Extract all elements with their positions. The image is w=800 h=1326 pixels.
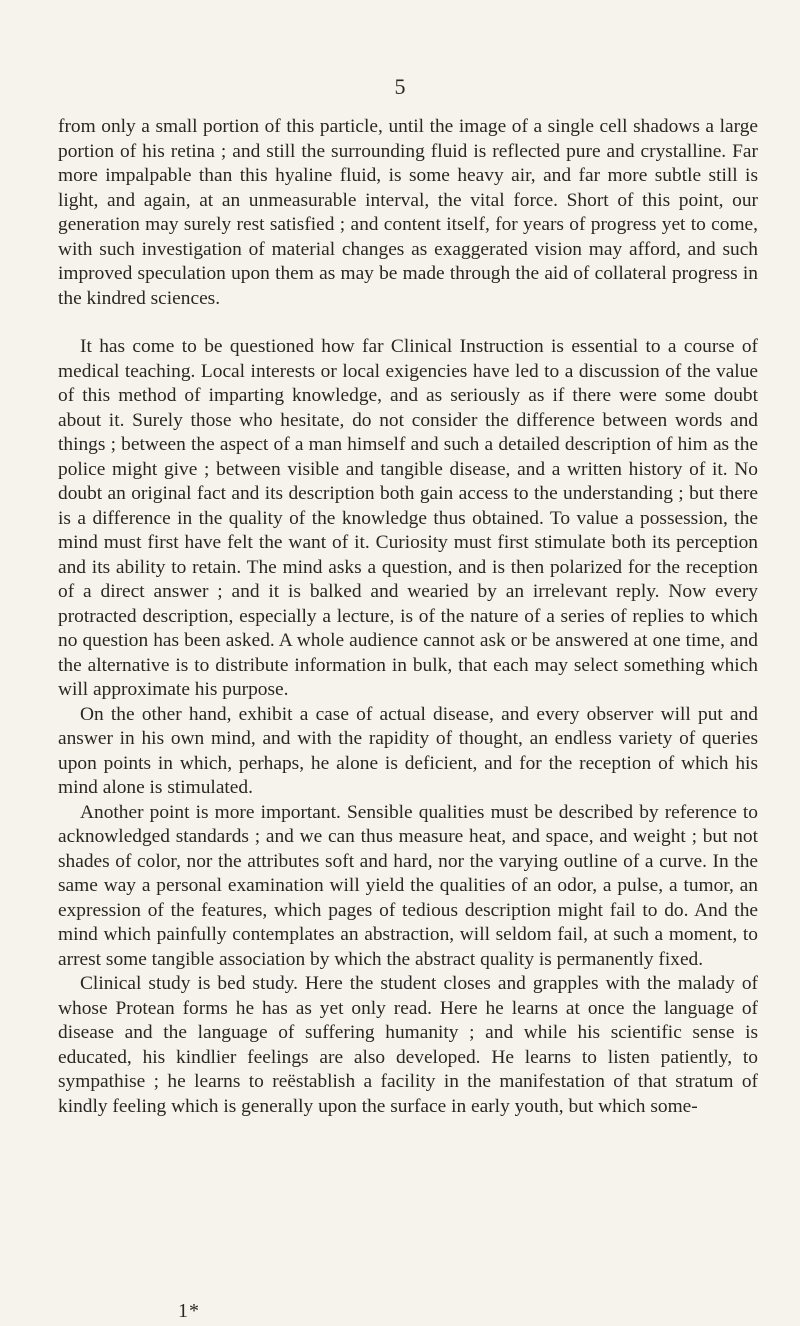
paragraph-5: Clinical study is bed study. Here the student closes and grapples with the malady of whose Protean forms he has as yet only read. Here he learns at once the language of disease and the language of suffering humanity ; and while his scientific sense is educated, his kindlier feelings are also developed. He learns to listen patiently, to sympathise ; he learns to reëstablish a facility in the manifestation of that stratum of kindly feeling which is generally upon the surface in early youth, but which some- <box>58 973 758 1117</box>
paragraph-3: On the other hand, exhibit a case of actual disease, and every observer will put and answer in his own mind, and with the rapidity of thought, an endless variety of queries upon points in which, perhaps, he alone is deficient, and for the reception of which his mind alone is stimulated. <box>58 703 758 798</box>
signature-mark: 1* <box>178 1300 200 1322</box>
page-number: 5 <box>394 74 406 99</box>
paragraph-1: from only a small portion of this particle, until the image of a single cell shadows a large portion of his retina ; and still the surrounding fluid is reflected pure and crystalline. Far more impalpable than this hyaline fluid, is some heavy air, and far more subtle still is light, and again, at an unmeasurable interval, the vital force. Short of this point, our generation may surely rest satisfied ; and content itself, for years of progress yet to come, with such investigation of material changes as exaggerated vision may afford, and such improved speculation upon them as may be made through the aid of collateral progress in the kindred sciences. <box>58 116 758 309</box>
paragraph-2: It has come to be questioned how far Clinical Instruction is essential to a course of medical teaching. Local interests or local exigencies have led to a discussion of the value of this method of imparting knowledge, and as seriously as if there were some doubt about it. Surely those who hesitate, do not consider the difference between words and things ; between the aspect of a man himself and such a detailed description of him as the police might give ; between visible and tangible disease, and a written history of it. No doubt an original fact and its description both gain access to the understanding ; but there is a difference in the quality of the knowledge thus obtained. To value a possession, the mind must first have felt the want of it. Curiosity must first stimulate both its perception and its ability to retain. The mind asks a question, and is then polarized for the reception of a direct answer ; and it is balked and wearied by an irrelevant reply. Now every protracted description, especially a lecture, is of the nature of a series of replies to which no question has been asked. A whole audience cannot ask or be answered at one time, and the alternative is to distribute information in bulk, that each may select something which will approximate his purpose. <box>58 336 758 700</box>
paragraph-4: Another point is more important. Sensible qualities must be described by reference to acknowledged standards ; and we can thus measure heat, and space, and weight ; but not shades of color, nor the attributes soft and hard, nor the varying outline of a curve. In the same way a personal examination will yield the qualities of an odor, a pulse, a tumor, an expression of the features, which pages of tedious description might fail to do. And the mind which painfully contemplates an abstraction, will seldom fail, at such a moment, to arrest some tangible association by which the abstract quality is permanently fixed. <box>58 801 758 970</box>
page-body <box>58 115 758 1119</box>
